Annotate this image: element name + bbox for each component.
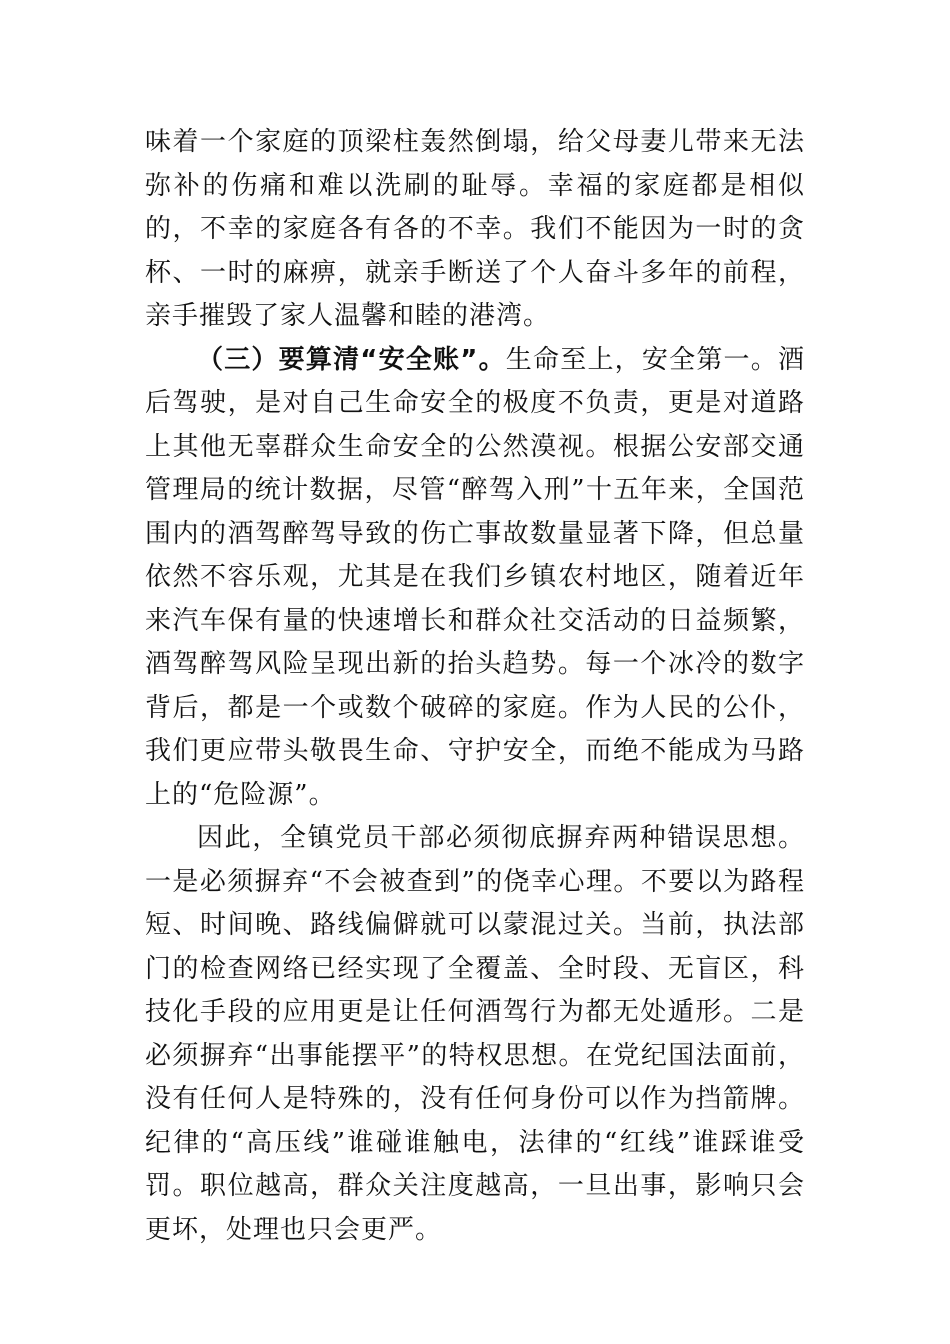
paragraph-safety-body: 生命至上，安全第一。酒后驾驶，是对自己生命安全的极度不负责，更是对道路上其他无辜群众生命安全的公然漠视。根据公安部交通管理局的统计数据，尽管“醉驾入刑”十五年来，全国范围内的酒驾醉驾导致的伤亡事故数量显著下降，但总量依然不容乐观，尤其是在我们乡镇农村地区，随着近年来汽车保有量的快速增长和群众社交活动的日益频繁，酒驾醉驾风险呈现出新的抬头趋势。每一个冰冷的数字背后，都是一个或数个破碎的家庭。作为人民的公仆，我们更应带头敬畏生命、守护安全，而绝不能成为马路上的“危险源”。 bbox=[145, 344, 805, 810]
paragraph-wrong-thinking: 因此，全镇党员干部必须彻底摒弃两种错误思想。一是必须摒弃“不会被查到”的侥幸心理。不要以为路程短、时间晚、路线偏僻就可以蒙混过关。当前，执法部门的检查网络已经实现了全覆盖、全时段、无盲区，科技化手段的应用更是让任何酒驾行为都无处遁形。二是必须摒弃“出事能摆平”的特权思想。在党纪国法面前，没有任何人是特殊的，没有任何身份可以作为挡箭牌。纪律的“高压线”谁碰谁触电，法律的“红线”谁踩谁受罚。职位越高，群众关注度越高，一旦出事，影响只会更坏，处理也只会更严。 bbox=[145, 823, 805, 1245]
paragraph-family-consequences: 味着一个家庭的顶梁柱轰然倒塌，给父母妻儿带来无法弥补的伤痛和难以洗刷的耻辱。幸福的家庭都是相似的，不幸的家庭各有各的不幸。我们不能因为一时的贪杯、一时的麻痹，就亲手断送了个人奋斗多年的前程，亲手摧毁了家人温馨和睦的港湾。 bbox=[145, 127, 805, 331]
paragraph-safety-account bbox=[145, 339, 805, 818]
section-heading-safety: （三）要算清“安全账”。 bbox=[197, 344, 506, 375]
document-page bbox=[145, 121, 805, 1252]
